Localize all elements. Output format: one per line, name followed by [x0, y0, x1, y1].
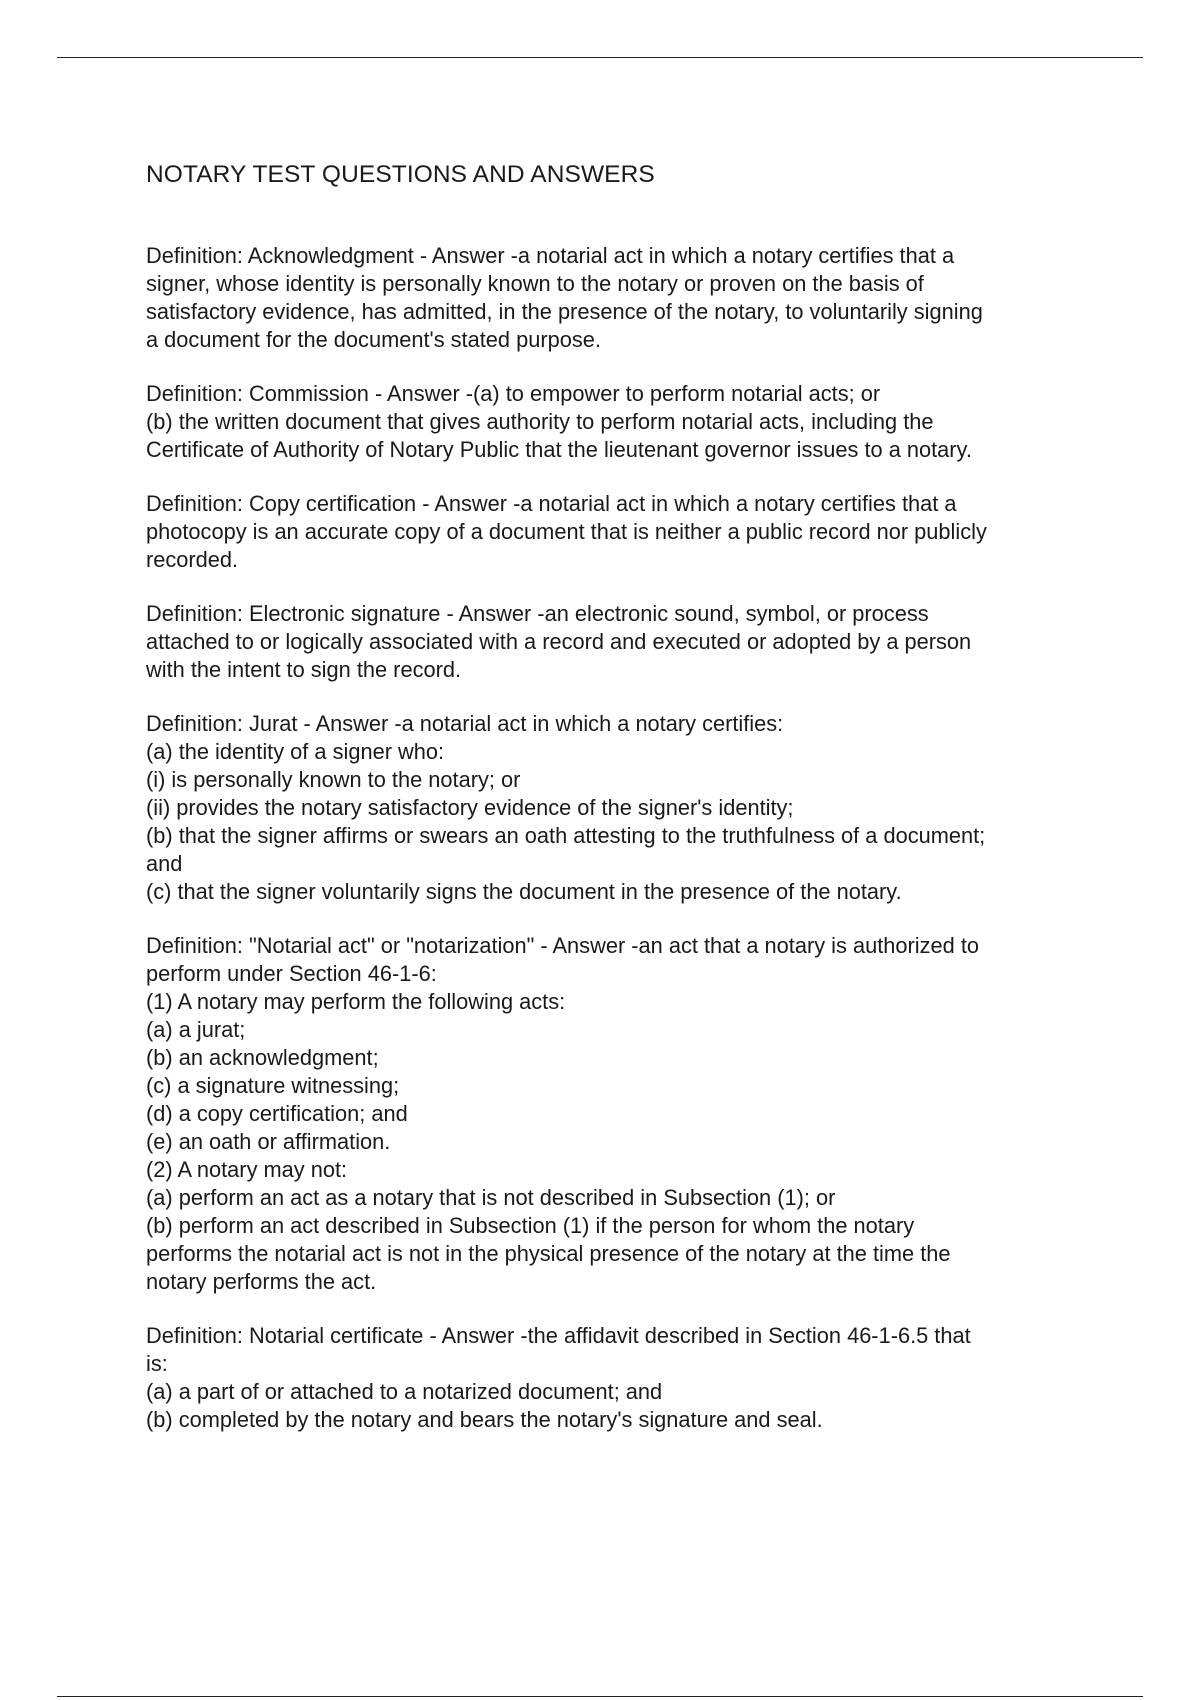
- entry-line: with the intent to sign the record.: [146, 657, 462, 682]
- entry-line: (c) a signature witnessing;: [146, 1073, 400, 1098]
- entry-line: (e) an oath or affirmation.: [146, 1129, 391, 1154]
- entry-line: (b) an acknowledgment;: [146, 1045, 379, 1070]
- definition-jurat: [146, 710, 1086, 906]
- entry-line: a document for the document's stated purpose.: [146, 327, 601, 352]
- entry-line: (a) a part of or attached to a notarized document; and: [146, 1379, 663, 1404]
- entry-line: (ii) provides the notary satisfactory evidence of the signer's identity;: [146, 795, 794, 820]
- entry-line: (a) a jurat;: [146, 1017, 246, 1042]
- entry-line: Definition: Electronic signature - Answer -an electronic sound, symbol, or process: [146, 601, 929, 626]
- entry-line: (b) perform an act described in Subsection (1) if the person for whom the notary: [146, 1213, 915, 1238]
- entry-line: Certificate of Authority of Notary Public that the lieutenant governor issues to a notary.: [146, 437, 972, 462]
- entry-line: Definition: Notarial certificate - Answer -the affidavit described in Section 46-1-6.5 that: [146, 1323, 971, 1348]
- entry-line: Definition: Copy certification - Answer -a notarial act in which a notary certifies that a: [146, 491, 957, 516]
- entry-line: recorded.: [146, 547, 239, 572]
- entry-line: Definition: "Notarial act" or "notarization" - Answer -an act that a notary is authorized to: [146, 933, 979, 958]
- definition-electronic-signature: [146, 600, 1086, 684]
- entry-line: perform under Section 46-1-6:: [146, 961, 437, 986]
- entry-line: Definition: Jurat - Answer -a notarial act in which a notary certifies:: [146, 711, 784, 736]
- definition-commission: [146, 380, 1086, 464]
- entry-line: (b) the written document that gives authority to perform notarial acts, including the: [146, 409, 934, 434]
- entry-line: Definition: Acknowledgment - Answer -a notarial act in which a notary certifies that a: [146, 243, 955, 268]
- entry-line: Definition: Commission - Answer -(a) to empower to perform notarial acts; or: [146, 381, 881, 406]
- entry-line: (d) a copy certification; and: [146, 1101, 408, 1126]
- entry-line: photocopy is an accurate copy of a document that is neither a public record nor publicly: [146, 519, 987, 544]
- definition-notarial-act: [146, 932, 1086, 1296]
- entry-line: (c) that the signer voluntarily signs the document in the presence of the notary.: [146, 879, 902, 904]
- entry-line: (b) completed by the notary and bears the notary's signature and seal.: [146, 1407, 823, 1432]
- entry-line: (a) the identity of a signer who:: [146, 739, 445, 764]
- document-title: NOTARY TEST QUESTIONS AND ANSWERS: [146, 161, 655, 188]
- entry-line: performs the notarial act is not in the physical presence of the notary at the time the: [146, 1241, 951, 1266]
- document-body: [146, 160, 1086, 1460]
- entry-line: and: [146, 851, 183, 876]
- definition-notarial-certificate: [146, 1322, 1086, 1434]
- entry-line: attached to or logically associated with a record and executed or adopted by a person: [146, 629, 972, 654]
- entry-line: (b) that the signer affirms or swears an oath attesting to the truthfulness of a document;: [146, 823, 986, 848]
- definition-copy-certification: [146, 490, 1086, 574]
- definition-acknowledgment: [146, 242, 1086, 354]
- entry-line: is:: [146, 1351, 168, 1376]
- header-rule: [57, 57, 1143, 58]
- entry-line: (1) A notary may perform the following acts:: [146, 989, 566, 1014]
- entry-line: signer, whose identity is personally known to the notary or proven on the basis of: [146, 271, 924, 296]
- entry-line: satisfactory evidence, has admitted, in the presence of the notary, to voluntarily signing: [146, 299, 983, 324]
- entry-line: (a) perform an act as a notary that is not described in Subsection (1); or: [146, 1185, 836, 1210]
- footer-rule: [57, 1696, 1143, 1697]
- entry-line: notary performs the act.: [146, 1269, 377, 1294]
- entry-line: (i) is personally known to the notary; or: [146, 767, 521, 792]
- entry-line: (2) A notary may not:: [146, 1157, 348, 1182]
